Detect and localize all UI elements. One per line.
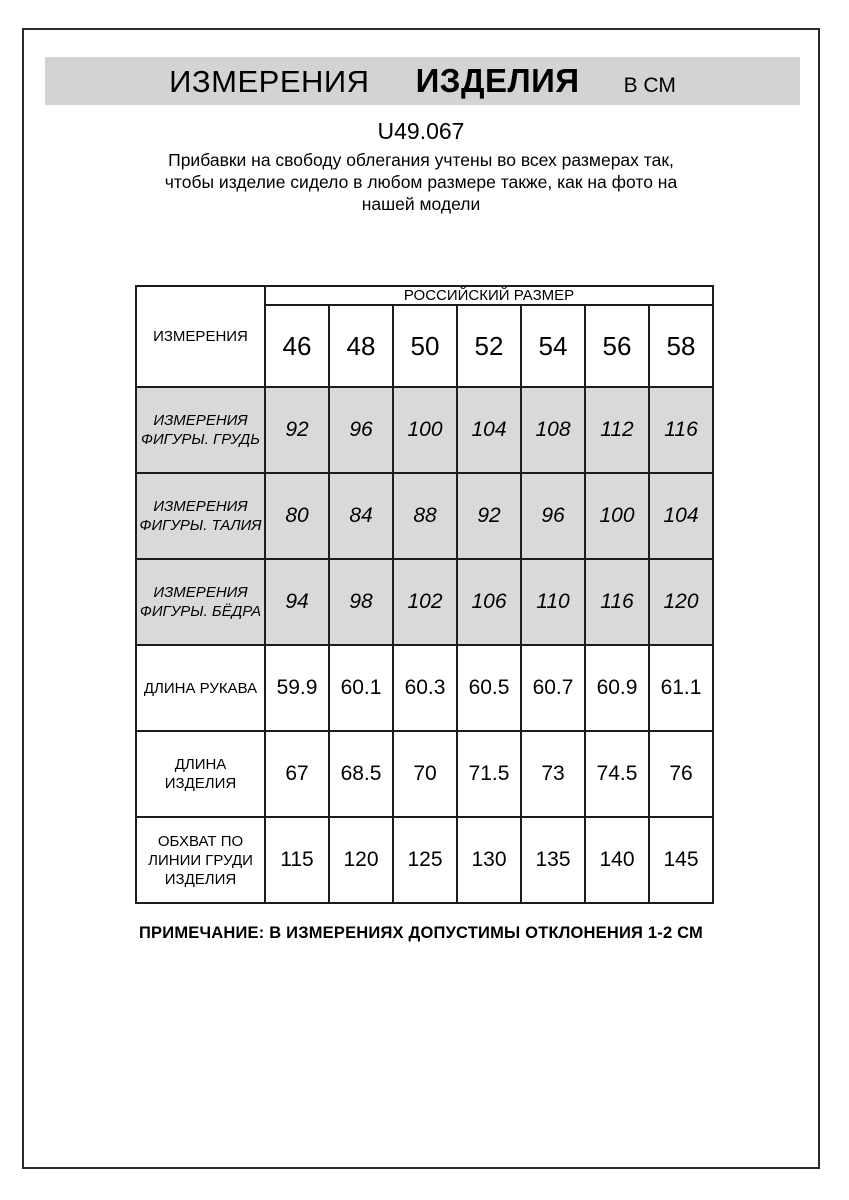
value-cell: 115 (265, 817, 329, 903)
value-cell: 100 (585, 473, 649, 559)
value-cell: 88 (393, 473, 457, 559)
row-label: ИЗМЕРЕНИЯ ФИГУРЫ. БЁДРА (136, 559, 265, 645)
page-frame (22, 28, 820, 1169)
value-cell: 104 (649, 473, 713, 559)
size-cell: 48 (329, 305, 393, 387)
value-cell: 80 (265, 473, 329, 559)
value-cell: 125 (393, 817, 457, 903)
value-cell: 104 (457, 387, 521, 473)
description-line: нашей модели (361, 194, 481, 214)
value-cell: 116 (649, 387, 713, 473)
value-cell: 59.9 (265, 645, 329, 731)
value-cell: 60.5 (457, 645, 521, 731)
description-line: чтобы изделие сидело в любом размере также, как на фото на (164, 172, 678, 192)
value-cell: 71.5 (457, 731, 521, 817)
value-cell: 106 (457, 559, 521, 645)
corner-header-cell: ИЗМЕРЕНИЯ (136, 286, 265, 387)
value-cell: 76 (649, 731, 713, 817)
table-row-figure-waist (136, 473, 713, 559)
value-cell: 73 (521, 731, 585, 817)
table-header-row (136, 286, 713, 305)
value-cell: 60.1 (329, 645, 393, 731)
title-bar (45, 57, 800, 105)
title-unit: В СМ (623, 74, 676, 97)
description-line: Прибавки на свободу облегания учтены во всех размерах так, (168, 150, 674, 170)
table-row-item-length (136, 731, 713, 817)
value-cell: 92 (457, 473, 521, 559)
size-cell: 58 (649, 305, 713, 387)
value-cell: 130 (457, 817, 521, 903)
value-cell: 60.3 (393, 645, 457, 731)
value-cell: 120 (329, 817, 393, 903)
value-cell: 120 (649, 559, 713, 645)
value-cell: 116 (585, 559, 649, 645)
value-cell: 94 (265, 559, 329, 645)
value-cell: 135 (521, 817, 585, 903)
article-code: U49.067 (377, 118, 465, 144)
title-word-measurements: ИЗМЕРЕНИЯ (169, 64, 370, 99)
size-cell: 46 (265, 305, 329, 387)
row-label: ОБХВАТ ПО ЛИНИИ ГРУДИ ИЗДЕЛИЯ (136, 817, 265, 903)
value-cell: 92 (265, 387, 329, 473)
value-cell: 98 (329, 559, 393, 645)
value-cell: 112 (585, 387, 649, 473)
table-row-chest-girth (136, 817, 713, 903)
value-cell: 110 (521, 559, 585, 645)
title-word-product: ИЗДЕЛИЯ (415, 62, 580, 99)
group-header-cell: РОССИЙСКИЙ РАЗМЕР (265, 286, 713, 305)
value-cell: 102 (393, 559, 457, 645)
value-cell: 84 (329, 473, 393, 559)
size-cell: 54 (521, 305, 585, 387)
value-cell: 96 (521, 473, 585, 559)
row-label: ИЗМЕРЕНИЯ ФИГУРЫ. ТАЛИЯ (136, 473, 265, 559)
table-row-figure-hips (136, 559, 713, 645)
value-cell: 100 (393, 387, 457, 473)
description (24, 149, 818, 215)
value-cell: 70 (393, 731, 457, 817)
row-label: ДЛИНА РУКАВА (136, 645, 265, 731)
value-cell: 68.5 (329, 731, 393, 817)
footnote: ПРИМЕЧАНИЕ: В ИЗМЕРЕНИЯХ ДОПУСТИМЫ ОТКЛОНЕНИЯ 1-2 СМ (139, 924, 703, 942)
size-cell: 56 (585, 305, 649, 387)
value-cell: 67 (265, 731, 329, 817)
value-cell: 61.1 (649, 645, 713, 731)
value-cell: 60.7 (521, 645, 585, 731)
value-cell: 145 (649, 817, 713, 903)
table-row-figure-chest (136, 387, 713, 473)
value-cell: 108 (521, 387, 585, 473)
value-cell: 74.5 (585, 731, 649, 817)
value-cell: 96 (329, 387, 393, 473)
size-cell: 50 (393, 305, 457, 387)
value-cell: 60.9 (585, 645, 649, 731)
size-table (135, 285, 714, 904)
row-label: ДЛИНА ИЗДЕЛИЯ (136, 731, 265, 817)
size-cell: 52 (457, 305, 521, 387)
table-row-sleeve-length (136, 645, 713, 731)
row-label: ИЗМЕРЕНИЯ ФИГУРЫ. ГРУДЬ (136, 387, 265, 473)
value-cell: 140 (585, 817, 649, 903)
